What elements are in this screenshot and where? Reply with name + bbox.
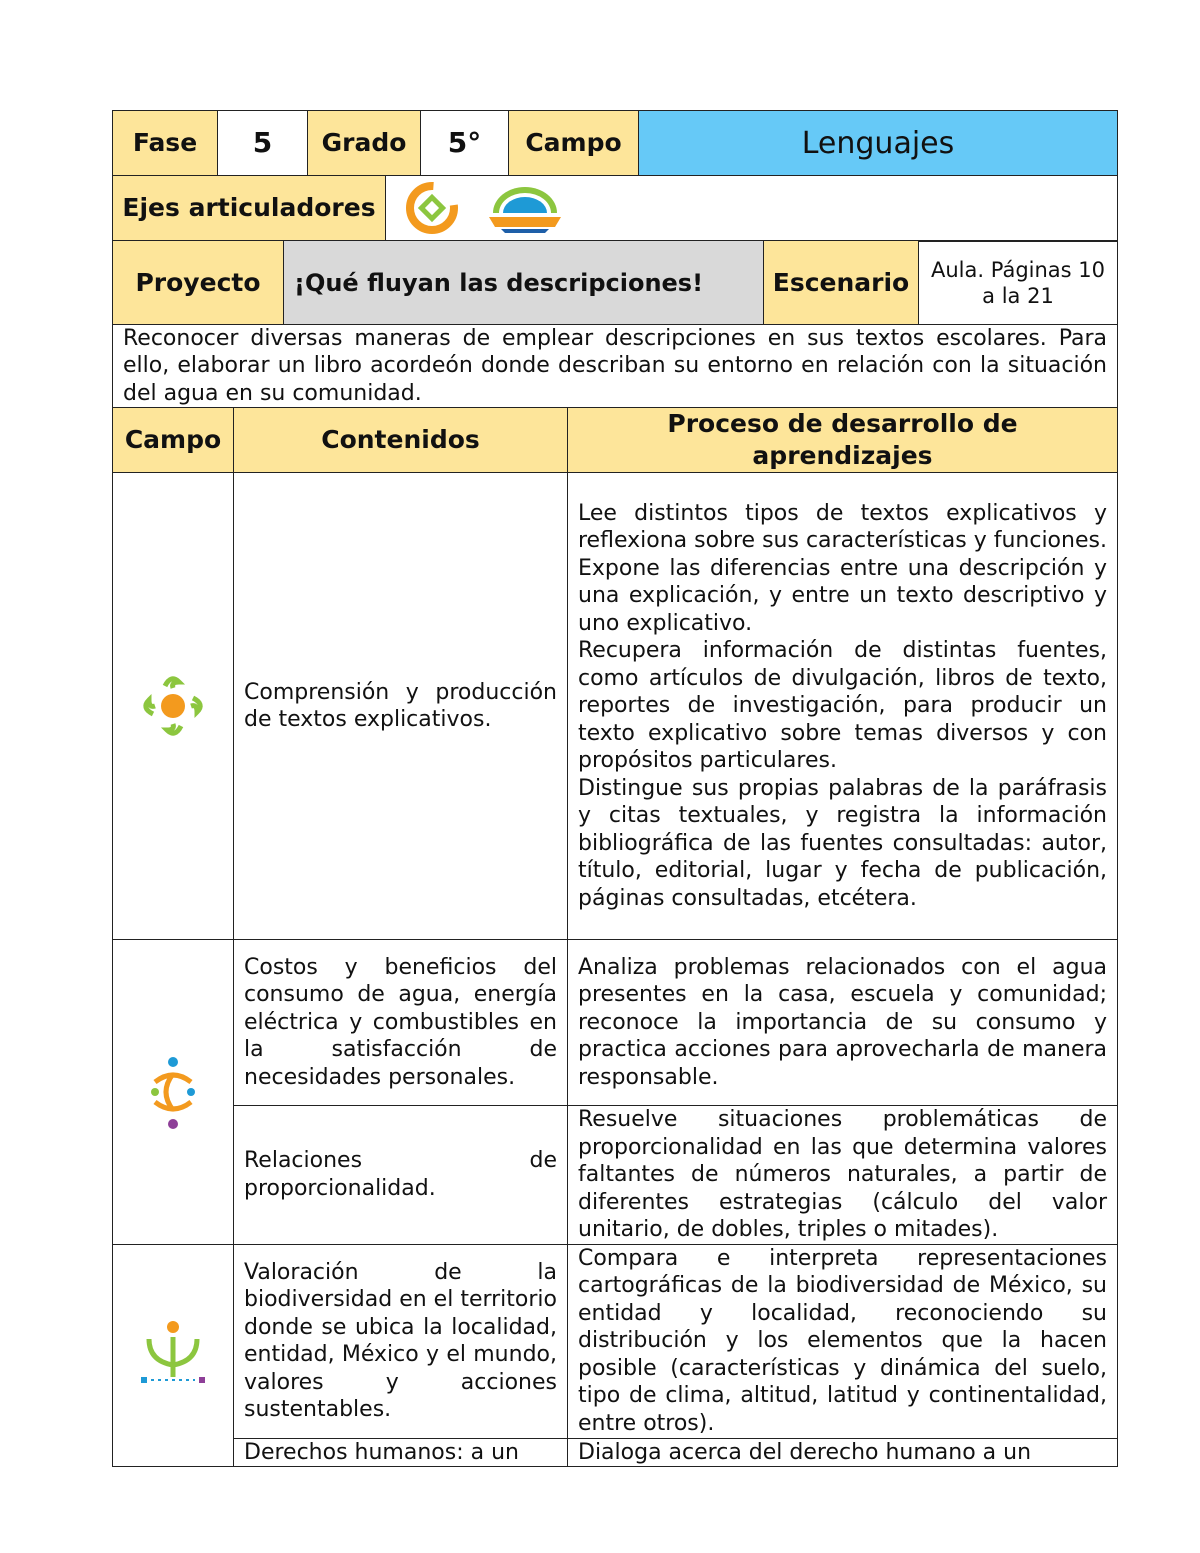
proyecto-title: ¡Qué fluyan las descripciones!: [284, 241, 764, 325]
table-row: [113, 940, 1118, 1106]
planning-document: [112, 110, 1118, 1467]
grado-label: Grado: [308, 111, 421, 176]
contenido-cell: Valoración de la biodiversidad en el territorio donde se ubica la localidad, entidad, México y el mundo, valores y acciones sustentables.: [234, 1244, 568, 1438]
contenido-cell: Comprensión y producción de textos explicativos.: [234, 473, 568, 940]
descripcion-table: [112, 324, 1118, 409]
proyecto-table: [112, 240, 1118, 325]
header-table: [112, 110, 1118, 176]
procesos-cell: Analiza problemas relacionados con el agua presentes en la casa, escuela y comunidad; reconoce la importancia de su consumo y practica acciones para aprovecharla de manera responsable.: [568, 940, 1118, 1106]
procesos-cell: Dialoga acerca del derecho humano a un: [568, 1438, 1118, 1467]
procesos-cell: Compara e interpreta representaciones cartográficas de la biodiversidad de México, su entidad y localidad, reconociendo su distribución y los elementos que la hacen posible (características y dinámica del suelo, tipo de clima, altitud, latitud y continentalidad, entre otros).: [568, 1244, 1118, 1438]
table-row: [113, 1106, 1118, 1245]
proyecto-label: Proyecto: [113, 241, 284, 325]
saberes-icon: [135, 1052, 211, 1132]
procesos-cell: Resuelve situaciones problemáticas de proporcionalidad en las que determina valores faltantes de números naturales, a partir de diferentes estrategias (cálculo del valor unitario, de dobles, triples o mitades).: [568, 1106, 1118, 1245]
table-row: [113, 1438, 1118, 1467]
col-header-contenidos: Contenidos: [234, 408, 568, 473]
ejes-table: [112, 175, 1118, 242]
contenidos-table: [112, 407, 1118, 1467]
campo-label: Campo: [509, 111, 639, 176]
fase-label: Fase: [113, 111, 218, 176]
campo-cell: [113, 473, 234, 940]
table-row: [113, 473, 1118, 940]
contenido-cell: Derechos humanos: a un: [234, 1438, 568, 1467]
ejes-icons: [386, 175, 1118, 241]
escenario-label: Escenario: [764, 241, 919, 325]
fase-value: 5: [218, 111, 308, 176]
campo-cell: [113, 940, 234, 1245]
interculturalidad-icon: [485, 183, 565, 233]
contenido-cell: Relaciones de proporcionalidad.: [234, 1106, 568, 1245]
col-header-campo: Campo: [113, 408, 234, 473]
table-row: [113, 1244, 1118, 1438]
campo-value: Lenguajes: [639, 111, 1118, 176]
campo-cell: [113, 1244, 234, 1467]
contenido-cell: Costos y beneficios del consumo de agua, energía eléctrica y combustibles en la satisfacción de necesidades personales.: [234, 940, 568, 1106]
ejes-label: Ejes articuladores: [113, 175, 386, 241]
inclusion-icon: [404, 180, 462, 236]
table-header-row: [113, 408, 1118, 473]
escenario-value: Aula. Páginas 10 a la 21: [919, 241, 1118, 325]
grado-value: 5°: [421, 111, 509, 176]
col-header-procesos: Proceso de desarrollo de aprendizajes: [568, 408, 1118, 473]
procesos-cell: Lee distintos tipos de textos explicativos y reflexiona sobre sus características y funciones. Expone las diferencias entre una descripción y una explicación, y entre un texto descriptivo y uno explicativo. Recupera información de distintas fuentes, como artículos de divulgación, libros de texto, reportes de investigación, para producir un texto explicativo sobre temas diversos y con propósitos particulares. Distingue sus propias palabras de la paráfrasis y citas textuales, y registra la información bibliográfica de las fuentes consultadas: autor, título, editorial, lugar y fecha de publicación, páginas consultadas, etcétera.: [568, 473, 1118, 940]
lenguajes-icon: [135, 668, 211, 744]
descripcion-text: Reconocer diversas maneras de emplear descripciones en sus textos escolares. Para ello, elaborar un libro acordeón donde describan su entorno en relación con la situación del agua en su comunidad.: [113, 324, 1118, 408]
etica-icon: [135, 1315, 211, 1395]
